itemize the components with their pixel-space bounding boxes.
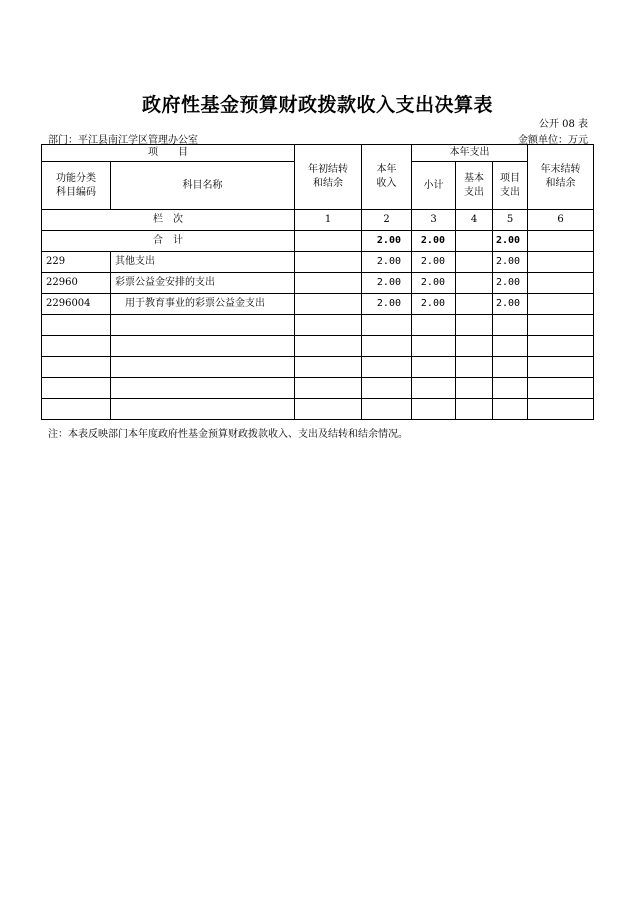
cell-begin-balance <box>295 252 362 273</box>
cell-begin-balance <box>295 399 362 420</box>
cell-project <box>493 357 528 378</box>
cell-subtotal <box>412 357 456 378</box>
department-label: 部门：平江县南江学区管理办公室 <box>48 135 198 146</box>
form-number: 公开 08 表 <box>538 119 588 130</box>
cell-income <box>362 336 412 357</box>
table-row <box>42 294 594 315</box>
cell-name: 用于教育事业的彩票公益金支出 <box>111 294 295 315</box>
table-row <box>42 399 594 420</box>
column-number: 4 <box>456 210 493 231</box>
cell-end-balance <box>528 315 594 336</box>
cell-income <box>362 399 412 420</box>
column-number: 6 <box>528 210 594 231</box>
cell-name <box>111 357 295 378</box>
cell-name <box>111 315 295 336</box>
header-item: 项 目 <box>42 145 295 162</box>
total-begin-balance <box>295 231 362 252</box>
cell-income: 2.00 <box>362 252 412 273</box>
cell-end-balance <box>528 336 594 357</box>
total-end-balance <box>528 231 594 252</box>
cell-project <box>493 336 528 357</box>
cell-income <box>362 357 412 378</box>
cell-name: 彩票公益金安排的支出 <box>111 273 295 294</box>
column-number: 1 <box>295 210 362 231</box>
total-basic <box>456 231 493 252</box>
page-title: 政府性基金预算财政拨款收入支出决算表 <box>141 94 493 116</box>
cell-basic <box>456 315 493 336</box>
cell-subtotal <box>412 315 456 336</box>
header-code: 功能分类 科目编码 <box>42 162 111 210</box>
total-subtotal: 2.00 <box>412 231 456 252</box>
cell-code: 22960 <box>42 273 111 294</box>
cell-basic <box>456 252 493 273</box>
column-number-row <box>42 210 594 231</box>
cell-basic <box>456 336 493 357</box>
cell-code <box>42 336 111 357</box>
header-begin-balance: 年初结转 和结余 <box>295 145 362 210</box>
header-expense-group: 本年支出 <box>412 145 528 162</box>
cell-project: 2.00 <box>493 252 528 273</box>
cell-subtotal: 2.00 <box>412 294 456 315</box>
cell-end-balance <box>528 357 594 378</box>
cell-end-balance <box>528 273 594 294</box>
header-basic: 基本 支出 <box>456 162 493 210</box>
total-income: 2.00 <box>362 231 412 252</box>
cell-end-balance <box>528 399 594 420</box>
column-row-label: 栏 次 <box>42 210 295 231</box>
cell-basic <box>456 357 493 378</box>
cell-name: 其他支出 <box>111 252 295 273</box>
table-row <box>42 273 594 294</box>
cell-basic <box>456 294 493 315</box>
cell-end-balance <box>528 378 594 399</box>
footnote: 注：本表反映部门本年度政府性基金预算财政拨款收入、支出及结转和结余情况。 <box>48 429 408 440</box>
cell-end-balance <box>528 252 594 273</box>
cell-code: 2296004 <box>42 294 111 315</box>
header-project: 项目 支出 <box>493 162 528 210</box>
header-name: 科目名称 <box>111 162 295 210</box>
budget-table <box>41 144 594 420</box>
column-number: 5 <box>493 210 528 231</box>
header-end-balance: 年末结转 和结余 <box>528 145 594 210</box>
table-row <box>42 378 594 399</box>
total-project: 2.00 <box>493 231 528 252</box>
cell-project: 2.00 <box>493 294 528 315</box>
cell-code <box>42 399 111 420</box>
cell-basic <box>456 399 493 420</box>
cell-begin-balance <box>295 378 362 399</box>
column-number: 2 <box>362 210 412 231</box>
cell-subtotal: 2.00 <box>412 273 456 294</box>
cell-subtotal <box>412 399 456 420</box>
cell-income <box>362 378 412 399</box>
cell-subtotal <box>412 378 456 399</box>
cell-income <box>362 315 412 336</box>
cell-code <box>42 378 111 399</box>
amount-unit-label: 金额单位：万元 <box>518 135 588 146</box>
cell-begin-balance <box>295 294 362 315</box>
cell-begin-balance <box>295 273 362 294</box>
cell-subtotal: 2.00 <box>412 252 456 273</box>
cell-project: 2.00 <box>493 273 528 294</box>
cell-end-balance <box>528 294 594 315</box>
cell-code <box>42 357 111 378</box>
cell-begin-balance <box>295 357 362 378</box>
cell-project <box>493 378 528 399</box>
cell-name <box>111 399 295 420</box>
cell-income: 2.00 <box>362 294 412 315</box>
table-row <box>42 357 594 378</box>
cell-basic <box>456 273 493 294</box>
total-label: 合 计 <box>42 231 295 252</box>
table-row <box>42 336 594 357</box>
cell-code: 229 <box>42 252 111 273</box>
header-subtotal: 小计 <box>412 162 456 210</box>
table-row <box>42 252 594 273</box>
cell-name <box>111 336 295 357</box>
cell-project <box>493 315 528 336</box>
cell-begin-balance <box>295 336 362 357</box>
cell-begin-balance <box>295 315 362 336</box>
cell-name <box>111 378 295 399</box>
header-income: 本年 收入 <box>362 145 412 210</box>
column-number: 3 <box>412 210 456 231</box>
total-row <box>42 231 594 252</box>
cell-income: 2.00 <box>362 273 412 294</box>
cell-subtotal <box>412 336 456 357</box>
table-row <box>42 315 594 336</box>
cell-basic <box>456 378 493 399</box>
cell-code <box>42 315 111 336</box>
cell-project <box>493 399 528 420</box>
